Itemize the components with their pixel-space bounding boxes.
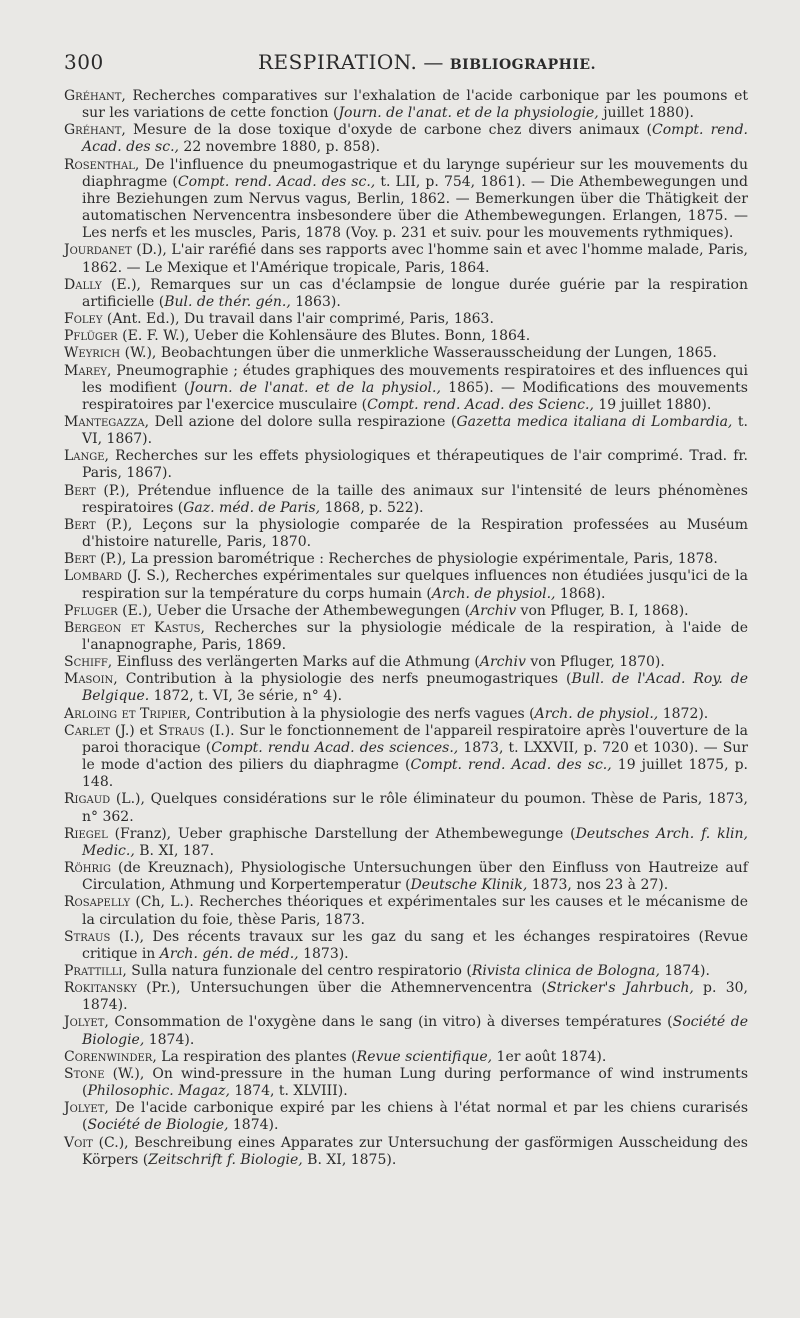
- bibliography-entry: [64, 88, 748, 122]
- entry-text: (P.), Leçons sur la physiologie comparée de la Respiration professées au Muséum d'histoire naturelle, Paris, 1870.: [82, 516, 748, 551]
- entry-author: Jolyet,: [64, 1014, 109, 1031]
- bibliography-entry: [64, 345, 748, 362]
- bibliography-entry: [64, 122, 748, 156]
- bibliography-list: [64, 88, 748, 1169]
- entry-author: Rosenthal,: [64, 156, 140, 173]
- entry-text: von Pfluger, 1870).: [525, 654, 665, 671]
- entry-author: Rosapelly: [64, 894, 131, 911]
- entry-source-title: Compt. rend. Acad. des sc.,: [410, 757, 612, 774]
- entry-text: B. XI, 1875).: [302, 1151, 397, 1168]
- entry-author: Stone: [64, 1065, 105, 1082]
- entry-source-title: Revue scientifique,: [356, 1048, 493, 1065]
- entry-text: (E.), Ueber die Ursache der Athembewegungen (: [117, 602, 471, 619]
- entry-text: (J.) et: [110, 722, 159, 739]
- entry-text: 1872, t. VI, 3e série, n° 4).: [149, 688, 343, 705]
- running-title: [258, 50, 596, 74]
- entry-text: 1868).: [555, 585, 606, 602]
- page-header: [64, 50, 748, 80]
- entry-text: 1874).: [659, 962, 710, 979]
- bibliography-entry: [64, 894, 748, 928]
- entry-text: (Ant. Ed.), Du travail dans l'air comprimé, Paris, 1863.: [102, 311, 494, 328]
- entry-text: La respiration des plantes (: [156, 1048, 357, 1065]
- entry-text: Contribution à la physiologie des nerfs pneumogastriques (: [117, 671, 572, 688]
- entry-author: Schiff,: [64, 654, 113, 671]
- entry-source-title: Deutsche Klinik,: [410, 877, 528, 894]
- entry-text: 1872).: [658, 705, 709, 722]
- entry-source-title: Deutsches Arch. f. klin, Medic.,: [82, 825, 748, 859]
- bibliography-entry: [64, 620, 748, 654]
- entry-text: 1873, nos 23 à 27).: [527, 877, 669, 894]
- entry-source-title: Compt. rend. Acad. des sc.,: [177, 173, 376, 190]
- bibliography-entry: [64, 671, 748, 705]
- entry-author: Carlet: [64, 722, 111, 739]
- entry-text: (P.), La pression barométrique : Recherches de physiologie expérimentale, Paris, 1878.: [95, 551, 718, 568]
- running-title-main: RESPIRATION.: [258, 50, 418, 74]
- entry-author: Gréhant,: [64, 88, 126, 104]
- entry-text: Dell azione del dolore sulla respirazione (: [149, 413, 457, 430]
- bibliography-entry: [64, 860, 748, 894]
- entry-author: Riegel: [64, 825, 108, 842]
- entry-text: 1873).: [298, 945, 349, 962]
- page-number: 300: [64, 50, 104, 74]
- entry-author: Voit: [64, 1134, 93, 1151]
- entry-source-title: Compt. rend. Acad. des sc.,: [82, 122, 748, 156]
- entry-author: Prattilli,: [64, 962, 127, 979]
- entry-source-title: Rivista clinica de Bologna,: [471, 962, 660, 979]
- entry-source-title: Bul. de thér. gén.,: [164, 293, 291, 310]
- entry-text: (de Kreuznach), Physiologische Untersuchungen über den Einfluss von Hautreize auf Circulation, Athmung und Korpertemperatur (: [82, 860, 748, 894]
- entry-text: Contribution à la physiologie des nerfs vagues (: [190, 705, 535, 722]
- bibliography-entry: [64, 1049, 748, 1066]
- entry-text: t. VI, 1867).: [82, 413, 748, 448]
- bibliography-entry: [64, 706, 748, 723]
- entry-text: (I.), Des récents travaux sur les gaz du sang et les échanges respiratoires (Revue critique in: [82, 928, 748, 962]
- entry-author: Bert: [64, 516, 96, 533]
- entry-author: Lombard: [64, 568, 122, 585]
- entry-text: 1874).: [228, 1117, 279, 1134]
- bibliography-entry: [64, 723, 748, 792]
- entry-text: (D.), L'air raréfié dans ses rapports avec l'homme sain et avec l'homme malade, Paris, 1862. — Le Mexique et l'Amérique tropicale, Paris, 1864.: [82, 242, 748, 276]
- entry-source-title: Zeitschrift f. Biologie,: [148, 1151, 303, 1168]
- bibliography-entry: [64, 568, 748, 602]
- entry-text: 1874, t. XLVIII).: [229, 1083, 348, 1100]
- entry-source-title: Arch. de physiol.,: [534, 705, 659, 722]
- entry-text: De l'acide carbonique expiré par les chiens à l'état normal et par les chiens curarisés (: [82, 1100, 748, 1134]
- entry-text: 1er août 1874).: [492, 1048, 607, 1065]
- entry-source-title: Gaz. méd. de Paris,: [183, 499, 321, 516]
- entry-author: Rigaud: [64, 791, 111, 808]
- entry-author: Bert: [64, 482, 96, 499]
- entry-source-title: Journ. de l'anat. et de la physiologie,: [338, 105, 599, 122]
- entry-author: Rokitansky: [64, 980, 137, 997]
- entry-text: (Franz), Ueber graphische Darstellung der Athembewegunge (: [107, 825, 576, 842]
- entry-source-title: Compt. rend. Acad. des Scienc.,: [367, 396, 594, 413]
- bibliography-entry: [64, 311, 748, 328]
- entry-text: p. 30, 1874).: [82, 980, 748, 1014]
- entry-text: (E. F. W.), Ueber die Kohlensäure des Blutes. Bonn, 1864.: [117, 328, 531, 345]
- bibliography-entry: [64, 277, 748, 311]
- entry-author: Corenwinder,: [64, 1048, 157, 1065]
- entry-author: Jolyet,: [64, 1100, 109, 1117]
- entry-text: 1863).: [290, 293, 341, 310]
- entry-text: B. XI, 187.: [134, 842, 215, 859]
- entry-text: t. LII, p. 754, 1861). — Die Athembewegungen und ihre Beziehungen zum Nervus vagus, Berlin, 1862. — Bemerkungen über die Thätigkeit der automatischen Nervencentra insbesondere über die Athembewegungen. Erlangen, 1875. —Les nerfs et les muscles, Paris, 1878 (Voy. p. 231 et suiv. pour les mouvements rythmiques).: [82, 173, 748, 242]
- entry-text: Mesure de la dose toxique d'oxyde de carbone chez divers animaux (: [125, 122, 652, 139]
- entry-source-title: Compt. rendu Acad. des sciences.,: [211, 739, 459, 756]
- entry-source-title: Stricker's Jahrbuch,: [546, 980, 694, 997]
- bibliography-entry: [64, 1066, 748, 1100]
- bibliography-entry: [64, 1135, 748, 1169]
- entry-source-title: Société de Biologie,: [82, 1014, 749, 1048]
- entry-text: (W.), Beobachtungen über die unmerkliche Wasserausscheidung der Lungen, 1865.: [120, 345, 717, 362]
- bibliography-entry: [64, 551, 748, 568]
- bibliography-entry: [64, 929, 748, 963]
- entry-text: (I.). Sur le fonctionnement de l'appareil respiratoire après l'ouverture de la paroi thoracique (: [82, 722, 748, 756]
- bibliography-entry: [64, 1014, 748, 1048]
- entry-text: Recherches sur les effets physiologiques et thérapeutiques de l'air comprimé. Trad. fr. Paris, 1867).: [82, 448, 748, 482]
- bibliography-entry: [64, 1100, 748, 1134]
- bibliography-entry: [64, 791, 748, 825]
- entry-text: 22 novembre 1880, p. 858).: [178, 139, 381, 156]
- bibliography-entry: [64, 826, 748, 860]
- bibliography-entry: [64, 963, 748, 980]
- running-title-section: BIBLIOGRAPHIE.: [449, 57, 596, 73]
- entry-text: Recherches comparatives sur l'exhalation de l'acide carbonique par les poumons et sur les variations de cette fonction (: [82, 88, 748, 122]
- entry-author: Foley: [64, 311, 103, 328]
- bibliography-entry: [64, 328, 748, 345]
- bibliography-entry: [64, 157, 748, 243]
- bibliography-entry: [64, 363, 748, 414]
- bibliography-entry: [64, 414, 748, 448]
- entry-text: 1874).: [144, 1031, 195, 1048]
- entry-text: Consommation de l'oxygène dans le sang (in vitro) à diverses températures (: [108, 1014, 673, 1031]
- entry-text: (W.), On wind-pressure in the human Lung during performance of wind instruments (: [82, 1065, 748, 1100]
- entry-source-title: Archiv: [479, 654, 526, 671]
- entry-author: Arloing et Tripier,: [64, 705, 191, 722]
- entry-text: (P.), Prétendue influence de la taille des animaux sur l'intensité de leurs phénomènes respiratoires (: [82, 482, 748, 516]
- entry-source-title: Bull. de l'Acad. Roy. de Belgique.: [82, 671, 749, 705]
- entry-text: (L.), Quelques considérations sur le rôle éliminateur du poumon. Thèse de Paris, 1873, n° 362.: [82, 791, 748, 825]
- running-title-separator: —: [423, 50, 444, 74]
- entry-author: Pfluger: [64, 602, 118, 619]
- bibliography-entry: [64, 517, 748, 551]
- entry-text: Sulla natura funzionale del centro respiratorio (: [126, 962, 472, 979]
- entry-source-title: Archiv: [470, 602, 517, 619]
- entry-text: Recherches sur la physiologie médicale de la respiration, à l'aide de l'anapnographe, Paris, 1869.: [82, 619, 749, 653]
- entry-author: Straus: [64, 928, 111, 945]
- entry-author: Jourdanet: [64, 242, 132, 259]
- entry-text: 19 juillet 1880).: [593, 396, 712, 413]
- entry-author: Marey,: [64, 362, 112, 379]
- entry-source-title: Arch. gén. de méd.,: [159, 945, 299, 962]
- entry-author: Dally: [64, 276, 102, 293]
- entry-author: Lange,: [64, 448, 110, 465]
- entry-text: von Pfluger, B. I, 1868).: [516, 602, 689, 619]
- entry-author: Gréhant,: [64, 122, 126, 139]
- entry-text: Einfluss des verlängerten Marks auf die Athmung (: [112, 654, 480, 671]
- entry-text: juillet 1880).: [598, 105, 694, 122]
- entry-author: Röhrig: [64, 860, 111, 877]
- entry-author: Weyrich: [64, 345, 121, 362]
- entry-source-title: Arch. de physiol.,: [431, 585, 556, 602]
- bibliography-entry: [64, 980, 748, 1014]
- entry-source-title: Gazetta medica italiana di Lombardia,: [456, 413, 733, 430]
- entry-text: (Pr.), Untersuchungen über die Athemnervencentra (: [136, 980, 547, 997]
- entry-text: 19 juillet 1875, p. 148.: [82, 757, 749, 791]
- entry-author: Masoin,: [64, 671, 118, 688]
- entry-text: Pneumographie ; études graphiques des mouvements respiratoires et des influences qui les modifient (: [82, 362, 748, 396]
- entry-author: Bergeon et Kastus,: [64, 619, 205, 636]
- entry-text: De l'influence du pneumogastrique et du larynge supérieur sur les mouvements du diaphragme (: [82, 156, 748, 190]
- bibliography-entry: [64, 448, 748, 482]
- bibliography-entry: [64, 483, 748, 517]
- entry-text: (E.), Remarques sur un cas d'éclampsie de longue durée guérie par la respiration artificielle (: [82, 276, 748, 310]
- entry-text: (C.), Beschreibung eines Apparates zur Untersuchung der gasförmigen Ausscheidung des Körpers (: [82, 1134, 748, 1168]
- entry-author: Mantegazza,: [64, 413, 150, 430]
- entry-text: 1873, t. LXXVII, p. 720 et 1030). — Sur le mode d'action des piliers du diaphragme (: [82, 739, 748, 774]
- entry-text: (Ch, L.). Recherches théoriques et expérimentales sur les causes et le mécanisme de la circulation du foie, thèse Paris, 1873.: [82, 894, 748, 928]
- entry-coauthor: Straus: [158, 722, 205, 739]
- entry-text: 1868, p. 522).: [320, 499, 424, 516]
- bibliography-entry: [64, 603, 748, 620]
- entry-author: Bert: [64, 551, 96, 568]
- entry-author: Pflüger: [64, 328, 118, 345]
- entry-source-title: Journ. de l'anat. et de la physiol.,: [189, 379, 441, 396]
- bibliography-entry: [64, 654, 748, 671]
- entry-text: 1865). — Modifications des mouvements respiratoires par l'exercice musculaire (: [82, 379, 748, 413]
- entry-source-title: Société de Biologie,: [87, 1117, 229, 1134]
- entry-text: (J. S.), Recherches expérimentales sur quelques influences non étudiées jusqu'ici de la respiration sur la température du corps humain (: [82, 568, 748, 602]
- bibliography-entry: [64, 242, 748, 276]
- entry-source-title: Philosophic. Magaz,: [87, 1083, 230, 1100]
